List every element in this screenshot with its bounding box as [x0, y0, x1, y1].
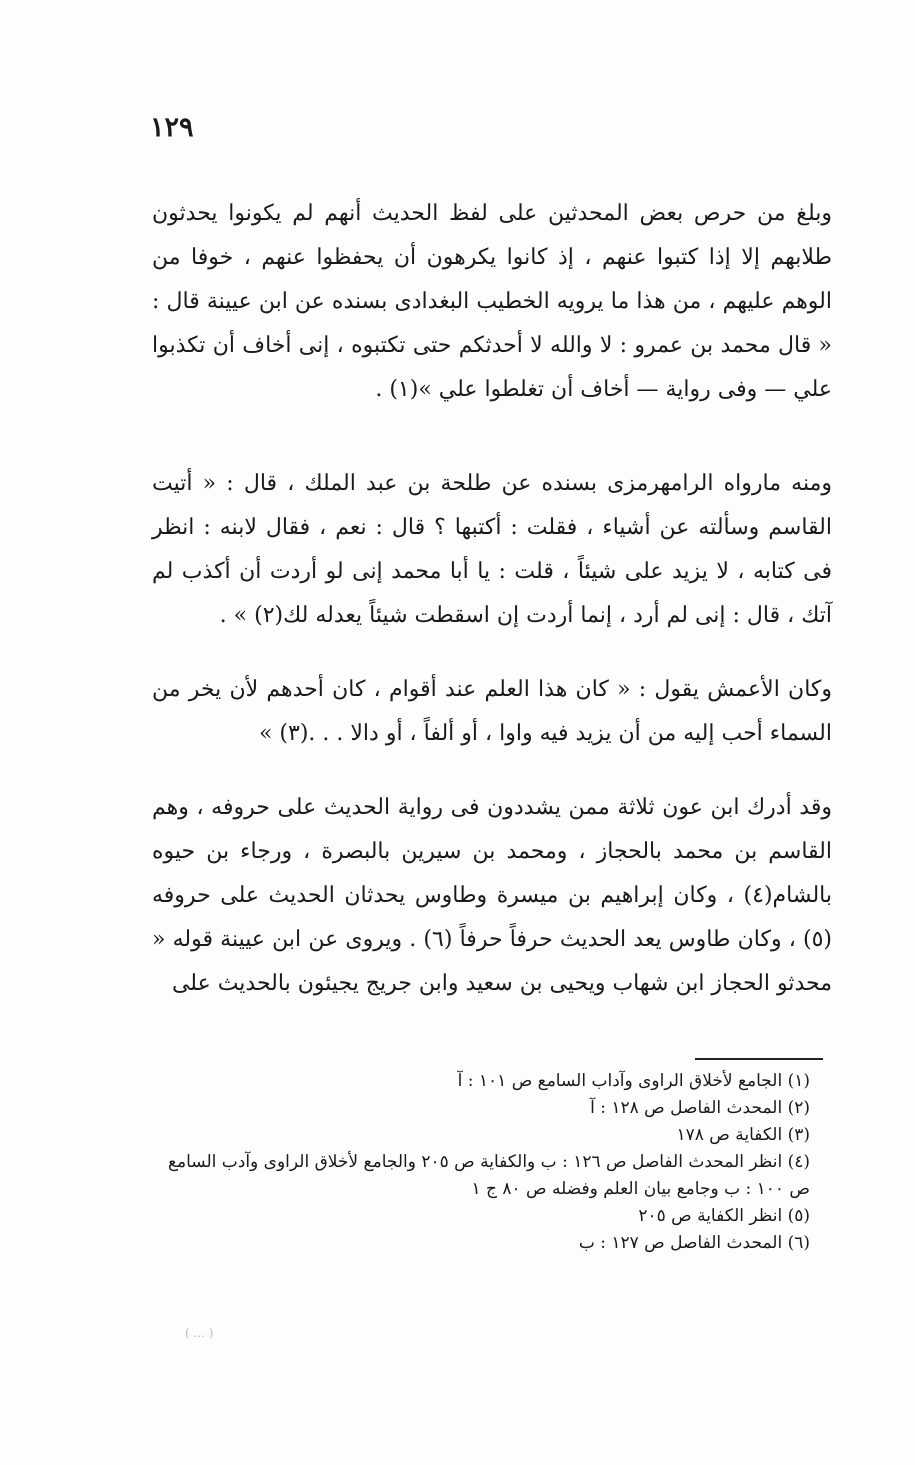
footnote-4: (٤) انظر المحدث الفاصل ص ١٢٦ : ب والكفاية ص ٢٠٥ والجامع لأخلاق الراوى وآدب السامع ص ١٠٠ : ب وجامع بيان العلم وفضله ص ٨٠ ج ١ — [167, 1152, 810, 1199]
paragraph-4: وقد أدرك ابن عون ثلاثة ممن يشددون فى رواية الحديث على حروفه ، وهم القاسم بن محمد بالحجاز ، ومحمد بن سيرين بالبصرة ، ورجاء بن حيوه بالشام(٤) ، وكان إبراهيم بن ميسرة وطاوس يحدثان الحديث على حروفه (٥) ، وكان طاوس يعد الحديث حرفاً حرفاً (٦) . ويروى عن ابن عيينة قوله « محدثو الحجاز ابن شهاب ويحيى بن سعيد وابن جريج يجيئون بالحديث على — [152, 795, 833, 996]
faint-stamp-mark: ( ... ) — [185, 1326, 214, 1340]
paragraph-1: وبلغ من حرص بعض المحدثين على لفظ الحديث أنهم لم يكونوا يحدثون طلابهم إلا إذا كتبوا عنهم ، إذ كانوا يكرهون أن يحفظوا عنهم ، خوفا من الوهم عليهم ، من هذا ما يرويه الخطيب البغدادى بسنده عن ابن عيينة قال : « قال محمد بن عمرو : لا والله لا أحدثكم حتى تكتبوه ، إنى أخاف أن تكذبوا علي — وفى رواية — أخاف أن تغلطوا علي »(١) . — [152, 201, 832, 402]
footnote-2: (٢) المحدث الفاصل ص ١٢٨ : آ — [590, 1098, 810, 1118]
footnote-3: (٣) الكفاية ص ١٧٨ — [676, 1125, 810, 1145]
page-number: ١٢٩ — [150, 112, 194, 143]
footnote-5: (٥) انظر الكفاية ص ٢٠٥ — [638, 1206, 810, 1226]
footnote-divider — [695, 1058, 823, 1060]
paragraph-2: ومنه مارواه الرامهرمزى بسنده عن طلحة بن عبد الملك ، قال : « أتيت القاسم وسألته عن أشياء ، فقلت : أكتبها ؟ قال : نعم ، فقال لابنه : انظر فى كتابه ، لا يزيد على شيئاً ، قلت : يا أبا محمد إنى لو أردت أن أكذب لم آتك ، قال : إنى لم أرد ، إنما أردت إن اسقطت شيئاً يعدله لك(٢) » . — [152, 471, 832, 628]
paragraph-3: وكان الأعمش يقول : « كان هذا العلم عند أقوام ، كان أحدهم لأن يخر من السماء أحب إليه من أن يزيد فيه واوا ، أو ألفاً ، أو دالا . . .(٣) » — [152, 677, 832, 746]
footnote-6: (٦) المحدث الفاصل ص ١٢٧ : ب — [578, 1233, 810, 1253]
footnotes-section — [160, 1068, 810, 1257]
footnote-1: (١) الجامع لأخلاق الراوى وآداب السامع ص ١٠١ : آ — [457, 1071, 810, 1091]
